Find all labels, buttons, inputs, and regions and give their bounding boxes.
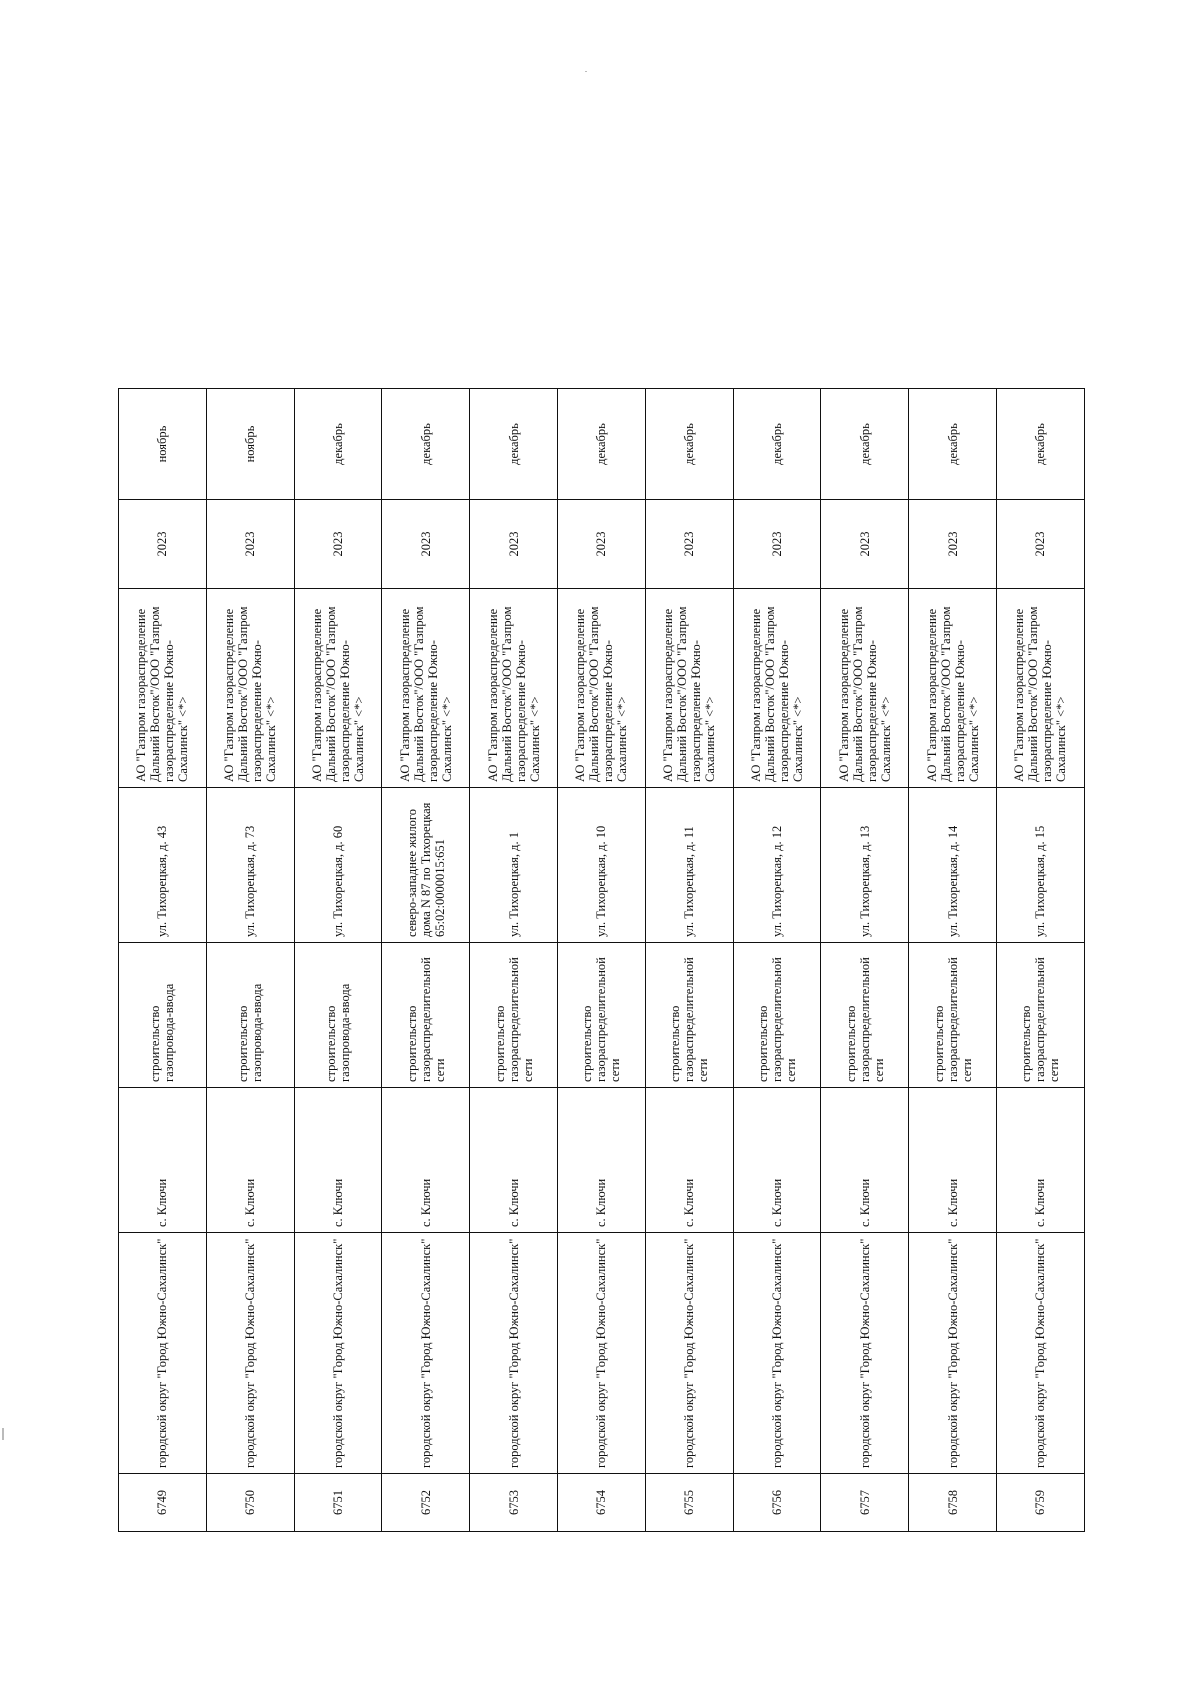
- operator-cell: АО "Газпром газораспределение Дальний Восток"/ООО "Газпром газораспределение Южно-Сахалинск" <*>: [557, 589, 645, 788]
- row-number: 6750: [206, 1474, 294, 1532]
- table-row: [206, 389, 294, 1532]
- table-row: [909, 389, 997, 1532]
- gasification-schedule-table: [118, 388, 1085, 1532]
- year-cell: 2023: [996, 500, 1084, 589]
- row-number: 6755: [645, 1474, 733, 1532]
- address-cell: ул. Тихорецкая, д. 60: [294, 788, 382, 943]
- table-row: [382, 389, 470, 1532]
- row-number: 6751: [294, 1474, 382, 1532]
- settlement-cell: с. Ключи: [557, 1088, 645, 1233]
- operator-cell: АО "Газпром газораспределение Дальний Восток"/ООО "Газпром газораспределение Южно-Сахалинск" <*>: [821, 589, 909, 788]
- operator-cell: АО "Газпром газораспределение Дальний Восток"/ООО "Газпром газораспределение Южно-Сахалинск" <*>: [909, 589, 997, 788]
- district-cell: городской округ "Город Южно-Сахалинск": [294, 1233, 382, 1474]
- table-row: [996, 389, 1084, 1532]
- year-cell: 2023: [821, 500, 909, 589]
- row-number: 6757: [821, 1474, 909, 1532]
- district-cell: городской округ "Город Южно-Сахалинск": [996, 1233, 1084, 1474]
- scan-speck: [585, 71, 587, 72]
- address-cell: ул. Тихорецкая, д. 15: [996, 788, 1084, 943]
- work-type-cell: строительство газораспределительной сети: [821, 943, 909, 1088]
- district-cell: городской округ "Город Южно-Сахалинск": [557, 1233, 645, 1474]
- address-cell: северо-западнее жилого дома N 87 по Тихорецкая 65:02:0000015:651: [382, 788, 470, 943]
- address-cell: ул. Тихорецкая, д. 13: [821, 788, 909, 943]
- operator-cell: АО "Газпром газораспределение Дальний Восток"/ООО "Газпром газораспределение Южно-Сахалинск" <*>: [733, 589, 821, 788]
- row-number: 6759: [996, 1474, 1084, 1532]
- table-row: [470, 389, 558, 1532]
- district-cell: городской округ "Город Южно-Сахалинск": [733, 1233, 821, 1474]
- work-type-cell: строительство газопровода-ввода: [294, 943, 382, 1088]
- month-cell: декабрь: [294, 389, 382, 500]
- settlement-cell: с. Ключи: [206, 1088, 294, 1233]
- work-type-cell: строительство газораспределительной сети: [382, 943, 470, 1088]
- year-cell: 2023: [206, 500, 294, 589]
- work-type-cell: строительство газораспределительной сети: [557, 943, 645, 1088]
- settlement-cell: с. Ключи: [382, 1088, 470, 1233]
- row-number: 6753: [470, 1474, 558, 1532]
- month-cell: декабрь: [557, 389, 645, 500]
- month-cell: декабрь: [733, 389, 821, 500]
- year-cell: 2023: [470, 500, 558, 589]
- table-row: [119, 389, 207, 1532]
- table-row: [557, 389, 645, 1532]
- operator-cell: АО "Газпром газораспределение Дальний Восток"/ООО "Газпром газораспределение Южно-Сахалинск" <*>: [294, 589, 382, 788]
- settlement-cell: с. Ключи: [294, 1088, 382, 1233]
- address-cell: ул. Тихорецкая, д. 14: [909, 788, 997, 943]
- row-number: 6754: [557, 1474, 645, 1532]
- table-row: [821, 389, 909, 1532]
- month-cell: декабрь: [645, 389, 733, 500]
- year-cell: 2023: [382, 500, 470, 589]
- year-cell: 2023: [909, 500, 997, 589]
- district-cell: городской округ "Город Южно-Сахалинск": [206, 1233, 294, 1474]
- district-cell: городской округ "Город Южно-Сахалинск": [119, 1233, 207, 1474]
- operator-cell: АО "Газпром газораспределение Дальний Восток"/ООО "Газпром газораспределение Южно-Сахалинск" <*>: [645, 589, 733, 788]
- month-cell: декабрь: [821, 389, 909, 500]
- address-cell: ул. Тихорецкая, д. 11: [645, 788, 733, 943]
- operator-cell: АО "Газпром газораспределение Дальний Восток"/ООО "Газпром газораспределение Южно-Сахалинск" <*>: [206, 589, 294, 788]
- scan-speck: [2, 1428, 4, 1440]
- month-cell: ноябрь: [119, 389, 207, 500]
- settlement-cell: с. Ключи: [821, 1088, 909, 1233]
- operator-cell: АО "Газпром газораспределение Дальний Восток"/ООО "Газпром газораспределение Южно-Сахалинск" <*>: [119, 589, 207, 788]
- year-cell: 2023: [557, 500, 645, 589]
- month-cell: декабрь: [382, 389, 470, 500]
- month-cell: ноябрь: [206, 389, 294, 500]
- month-cell: декабрь: [470, 389, 558, 500]
- month-cell: декабрь: [996, 389, 1084, 500]
- address-cell: ул. Тихорецкая, д. 10: [557, 788, 645, 943]
- work-type-cell: строительство газораспределительной сети: [645, 943, 733, 1088]
- address-cell: ул. Тихорецкая, д. 43: [119, 788, 207, 943]
- row-number: 6756: [733, 1474, 821, 1532]
- district-cell: городской округ "Город Южно-Сахалинск": [645, 1233, 733, 1474]
- year-cell: 2023: [119, 500, 207, 589]
- month-cell: декабрь: [909, 389, 997, 500]
- operator-cell: АО "Газпром газораспределение Дальний Восток"/ООО "Газпром газораспределение Южно-Сахалинск" <*>: [996, 589, 1084, 788]
- operator-cell: АО "Газпром газораспределение Дальний Восток"/ООО "Газпром газораспределение Южно-Сахалинск" <*>: [470, 589, 558, 788]
- row-number: 6758: [909, 1474, 997, 1532]
- district-cell: городской округ "Город Южно-Сахалинск": [470, 1233, 558, 1474]
- year-cell: 2023: [733, 500, 821, 589]
- settlement-cell: с. Ключи: [996, 1088, 1084, 1233]
- table-body: [119, 389, 1085, 1532]
- row-number: 6752: [382, 1474, 470, 1532]
- work-type-cell: строительство газораспределительной сети: [733, 943, 821, 1088]
- settlement-cell: с. Ключи: [645, 1088, 733, 1233]
- operator-cell: АО "Газпром газораспределение Дальний Восток"/ООО "Газпром газораспределение Южно-Сахалинск" <*>: [382, 589, 470, 788]
- district-cell: городской округ "Город Южно-Сахалинск": [382, 1233, 470, 1474]
- work-type-cell: строительство газопровода-ввода: [119, 943, 207, 1088]
- table-row: [294, 389, 382, 1532]
- row-number: 6749: [119, 1474, 207, 1532]
- work-type-cell: строительство газораспределительной сети: [909, 943, 997, 1088]
- work-type-cell: строительство газораспределительной сети: [996, 943, 1084, 1088]
- table-row: [733, 389, 821, 1532]
- settlement-cell: с. Ключи: [119, 1088, 207, 1233]
- year-cell: 2023: [294, 500, 382, 589]
- address-cell: ул. Тихорецкая, д. 12: [733, 788, 821, 943]
- settlement-cell: с. Ключи: [470, 1088, 558, 1233]
- work-type-cell: строительство газопровода-ввода: [206, 943, 294, 1088]
- district-cell: городской округ "Город Южно-Сахалинск": [821, 1233, 909, 1474]
- district-cell: городской округ "Город Южно-Сахалинск": [909, 1233, 997, 1474]
- settlement-cell: с. Ключи: [733, 1088, 821, 1233]
- settlement-cell: с. Ключи: [909, 1088, 997, 1233]
- table-row: [645, 389, 733, 1532]
- rotated-table-container: [118, 389, 1084, 1532]
- address-cell: ул. Тихорецкая, д. 73: [206, 788, 294, 943]
- year-cell: 2023: [645, 500, 733, 589]
- work-type-cell: строительство газораспределительной сети: [470, 943, 558, 1088]
- address-cell: ул. Тихорецкая, д. 1: [470, 788, 558, 943]
